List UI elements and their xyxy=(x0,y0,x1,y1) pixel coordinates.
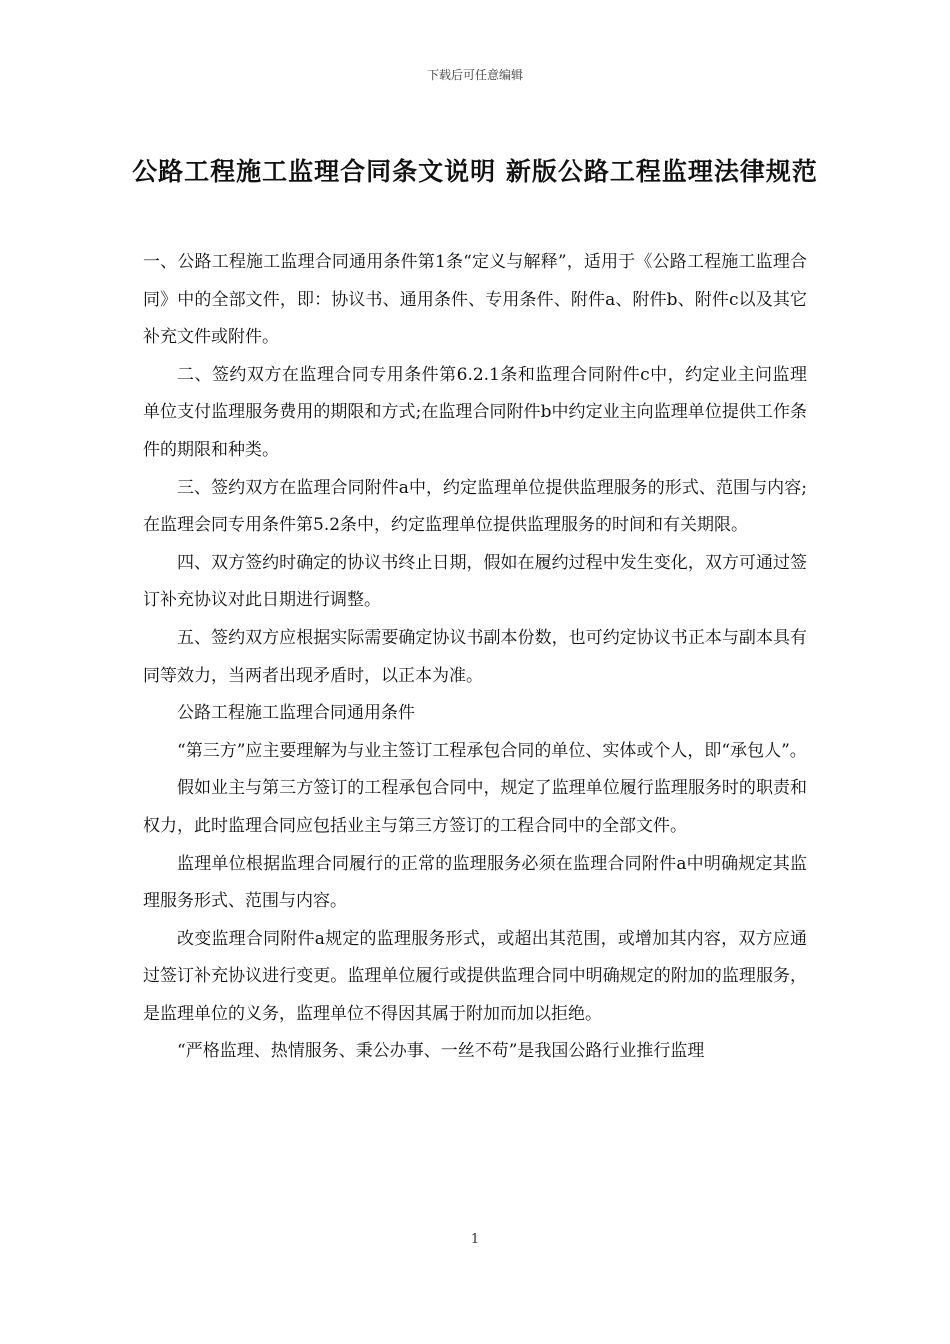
section-heading: 公路工程施工监理合同通用条件 xyxy=(177,703,415,724)
paragraph-10: “严格监理、热情服务、秉公办事、一丝不苟”是我国公路行业推行监理 xyxy=(177,1041,705,1062)
document-body xyxy=(143,244,807,1071)
paragraph-8: 监理单位根据监理合同履行的正常的监理服务必须在监理合同附件a中明确规定其监理服务形式、范围与内容。 xyxy=(143,853,807,912)
paragraph-6: “第三方”应主要理解为与业主签订工程承包合同的单位、实体或个人，即“承包人”。 xyxy=(177,740,807,761)
page-header: 下载后可任意编辑 xyxy=(426,68,523,82)
paragraph-4: 四、双方签约时确定的协议书终止日期，假如在履约过程中发生变化，双方可通过签订补充协议对此日期进行调整。 xyxy=(143,552,807,611)
page-number: 1 xyxy=(470,1232,480,1247)
paragraph-3: 三、签约双方在监理合同附件a中，约定监理单位提供监理服务的形式、范围与内容;在监理会同专用条件第5.2条中，约定监理单位提供监理服务的时间和有关期限。 xyxy=(143,477,807,536)
paragraph-7: 假如业主与第三方签订的工程承包合同中，规定了监理单位履行监理服务时的职责和权力，此时监理合同应包括业主与第三方签订的工程合同中的全部文件。 xyxy=(143,778,807,836)
document-title: 公路工程施工监理合同条文说明 新版公路工程监理法律规范 xyxy=(132,157,818,186)
paragraph-1: 一、公路工程施工监理合同通用条件第1条“定义与解释”，适用于《公路工程施工监理合同》中的全部文件，即：协议书、通用条件、专用条件、附件a、附件b、附件c以及其它补充文件或附件。 xyxy=(143,252,807,348)
paragraph-9: 改变监理合同附件a规定的监理服务形式，或超出其范围，或增加其内容，双方应通过签订补充协议进行变更。监理单位履行或提供监理合同中明确规定的附加的监理服务，是监理单位的义务，监理单位不得因其属于附加而加以拒绝。 xyxy=(143,928,807,1024)
paragraph-5: 五、签约双方应根据实际需要确定协议书副本份数，也可约定协议书正本与副本具有同等效力，当两者出现矛盾时，以正本为准。 xyxy=(143,627,807,686)
paragraph-2: 二、签约双方在监理合同专用条件第6.2.1条和监理合同附件c中，约定业主问监理单位支付监理服务费用的期限和方式;在监理合同附件b中约定业主向监理单位提供工作条件的期限和种类。 xyxy=(143,364,807,460)
